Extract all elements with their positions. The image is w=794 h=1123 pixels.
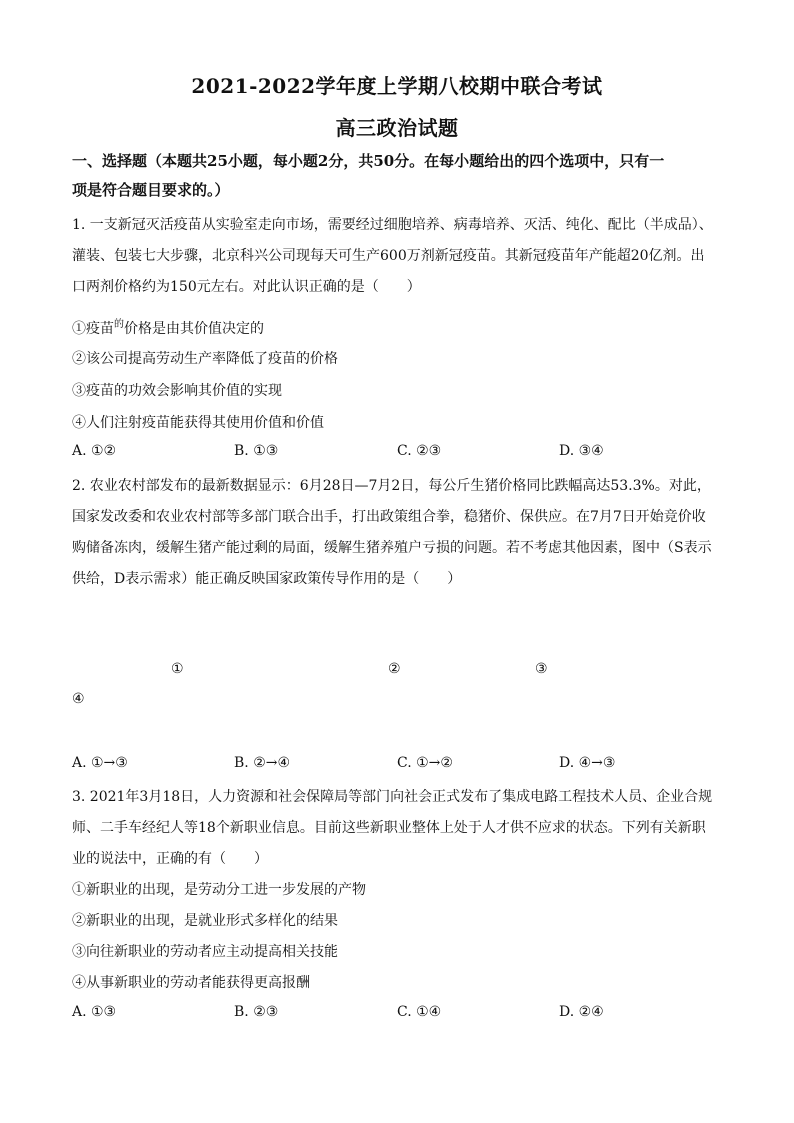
- exam-title: 2021-2022学年度上学期八校期中联合考试: [191, 74, 603, 98]
- q3-statement-1: ①新职业的出现，是劳动分工进一步发展的产物: [72, 882, 366, 898]
- q2-stem-line-1: 2. 农业农村部发布的最新数据显示：6月28日—7月2日，每公斤生猪价格同比跌幅高达53.3%。对此，: [72, 478, 711, 494]
- q2-figure-label-2: ②: [388, 661, 401, 677]
- q3-option-a[interactable]: A. ①③: [72, 1004, 117, 1020]
- q2-stem-line-4: 供给，D表示需求）能正确反映国家政策传导作用的是（ ）: [72, 571, 462, 587]
- q3-stem-line-2: 师、二手车经纪人等18个新职业信息。目前这些新职业整体上处于人才供不应求的状态。下列有关新职: [72, 820, 706, 836]
- q1-option-a[interactable]: A. ①②: [72, 443, 117, 459]
- q2-figure-label-1: ①: [171, 661, 184, 677]
- q3-option-b[interactable]: B. ②③: [234, 1004, 279, 1020]
- q3-statement-3: ③向往新职业的劳动者应主动提高相关技能: [72, 944, 338, 960]
- q2-option-a[interactable]: A. ①→③: [72, 755, 128, 771]
- q3-stem-line-1: 3. 2021年3月18日，人力资源和社会保障局等部门向社会正式发布了集成电路工程技术人员、企业合规: [72, 789, 713, 805]
- q1-statement-1-part-b: 价格是由其价值决定的: [124, 321, 264, 337]
- q3-statement-4: ④从事新职业的劳动者能获得更高报酬: [72, 975, 310, 991]
- q1-stem-line-3: 口两剂价格约为150元左右。对此认识正确的是（ ）: [72, 279, 421, 295]
- q1-stem-line-1: 1. 一支新冠灭活疫苗从实验室走向市场，需要经过细胞培养、病毒培养、灭活、纯化、配比（半成品）、: [72, 217, 713, 233]
- q2-figure-label-3: ③: [535, 661, 548, 677]
- q1-statement-3: ③疫苗的功效会影响其价值的实现: [72, 383, 282, 399]
- q2-figure-label-4: ④: [72, 691, 85, 707]
- q2-option-d[interactable]: D. ④→③: [559, 755, 616, 771]
- q2-option-b[interactable]: B. ②→④: [234, 755, 291, 771]
- q1-option-b[interactable]: B. ①③: [234, 443, 279, 459]
- q1-stem-line-2: 灌装、包装七大步骤，北京科兴公司现每天可生产600万剂新冠疫苗。其新冠疫苗年产能超20亿剂。出: [72, 248, 705, 264]
- q3-statement-2: ②新职业的出现，是就业形式多样化的结果: [72, 913, 338, 929]
- q1-statement-1-part-a: ①疫苗: [72, 321, 114, 337]
- q1-option-d[interactable]: D. ③④: [559, 443, 604, 459]
- section-heading-line-1: 一、选择题（本题共25小题，每小题2分，共50分。在每小题给出的四个选项中，只有一: [72, 152, 665, 170]
- section-heading: [72, 147, 722, 205]
- q1-statement-1-sup: 的: [114, 319, 124, 330]
- section-heading-line-2: 项是符合题目要求的。）: [72, 181, 230, 199]
- q1-statement-2: ②该公司提高劳动生产率降低了疫苗的价格: [72, 351, 338, 367]
- q1-statement-4: ④人们注射疫苗能获得其使用价值和价值: [72, 415, 324, 431]
- q3-option-d[interactable]: D. ②④: [559, 1004, 604, 1020]
- q2-stem-line-2: 国家发改委和农业农村部等多部门联合出手，打出政策组合拳，稳猪价、保供应。在7月7日开始竞价收: [72, 509, 706, 525]
- q1-statement-1: [72, 315, 732, 338]
- q3-option-c[interactable]: C. ①④: [397, 1004, 442, 1020]
- exam-subtitle: 高三政治试题: [335, 116, 459, 140]
- q1-option-c[interactable]: C. ②③: [397, 443, 442, 459]
- q3-stem-line-3: 业的说法中，正确的有（ ）: [72, 851, 268, 867]
- q2-stem-line-3: 购储备冻肉，缓解生猪产能过剩的局面，缓解生猪养殖户亏损的问题。若不考虑其他因素，图中（S表示: [72, 540, 712, 556]
- q2-option-c[interactable]: C. ①→②: [397, 755, 453, 771]
